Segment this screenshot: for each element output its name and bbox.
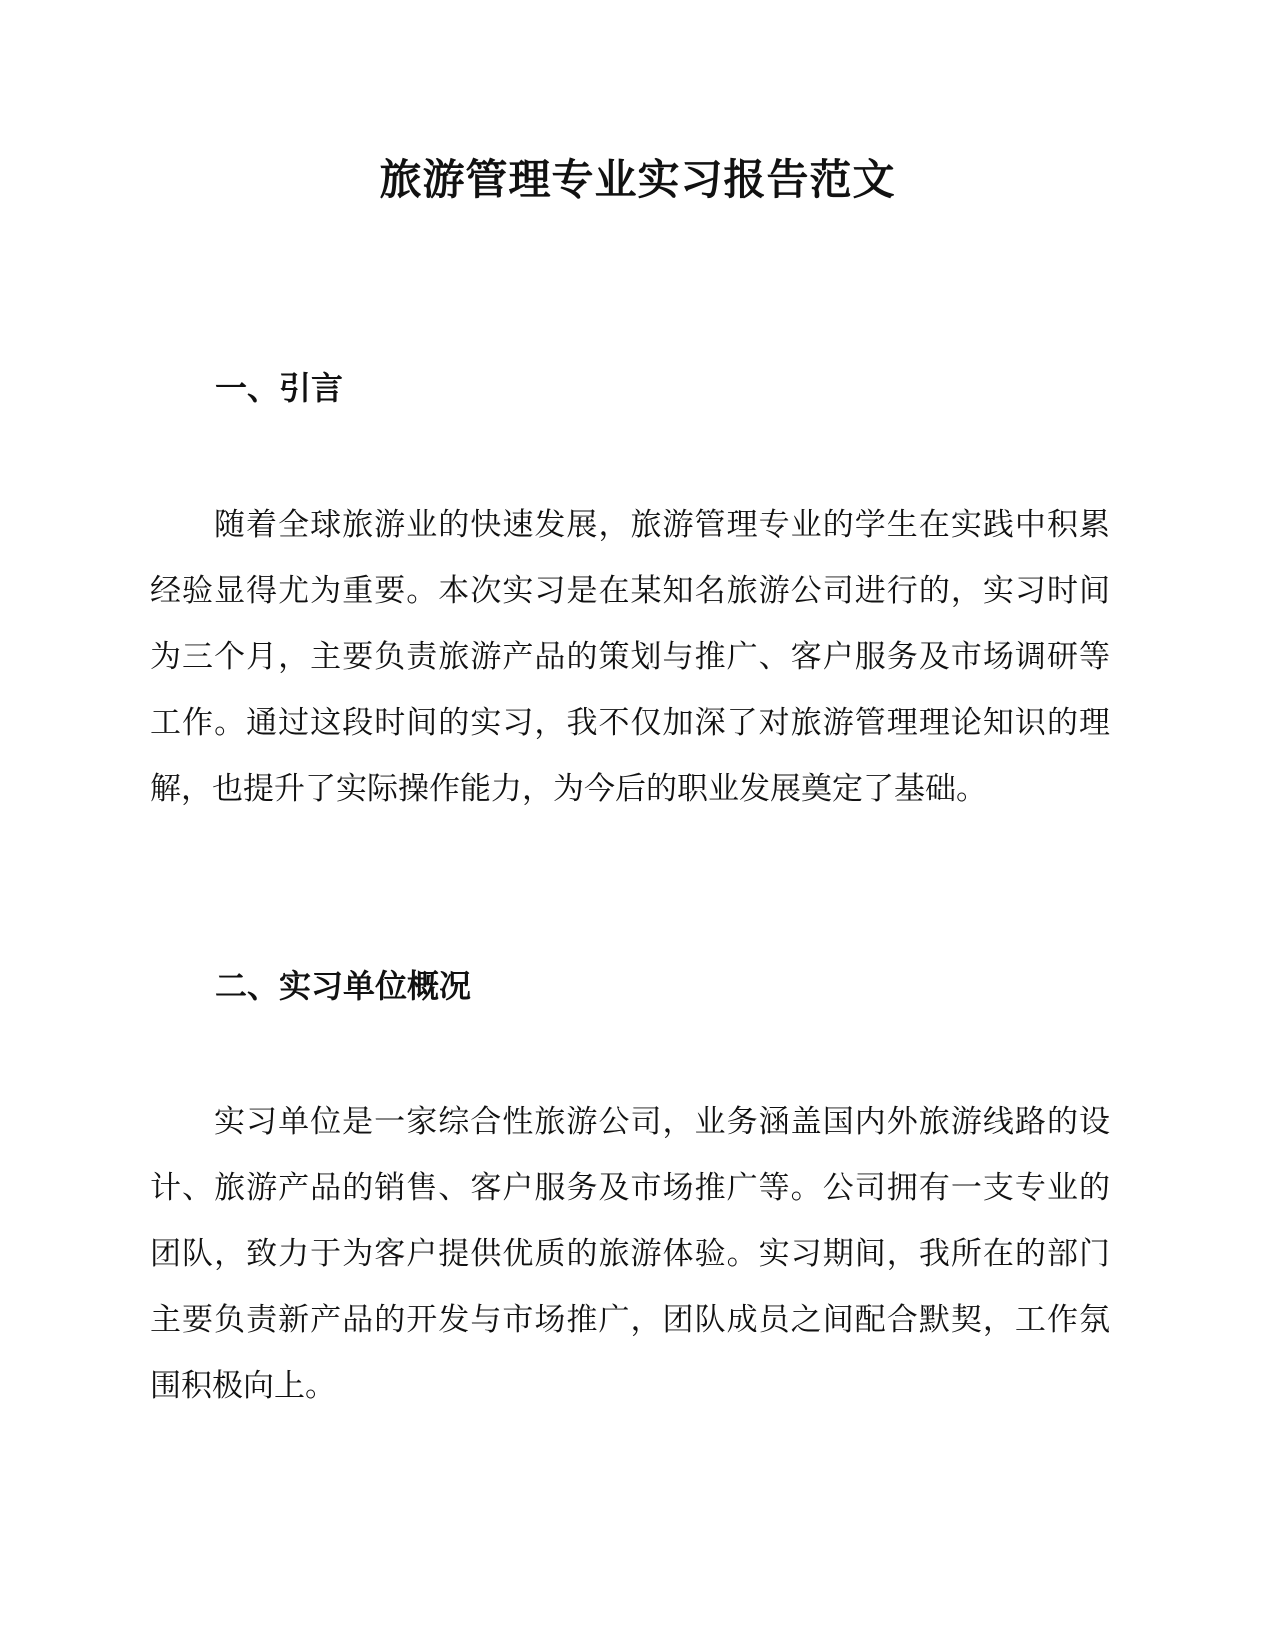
section-paragraph-company-overview: 实习单位是一家综合性旅游公司，业务涵盖国内外旅游线路的设计、旅游产品的销售、客户服务及市场推广等。公司拥有一支专业的团队，致力于为客户提供优质的旅游体验。实习期间，我所在的部门主要负责新产品的开发与市场推广，团队成员之间配合默契，工作氛围积极向上。 [150,1104,1110,1404]
document-title: 旅游管理专业实习报告范文 [379,155,896,204]
section-heading-company-overview: 二、实习单位概况 [215,967,472,1005]
section-paragraph-introduction: 随着全球旅游业的快速发展，旅游管理专业的学生在实践中积累经验显得尤为重要。本次实习是在某知名旅游公司进行的，实习时间为三个月，主要负责旅游产品的策划与推广、客户服务及市场调研等工作。通过这段时间的实习，我不仅加深了对旅游管理理论知识的理解，也提升了实际操作能力，为今后的职业发展奠定了基础。 [150,507,1110,807]
section-heading-introduction: 一、引言 [215,369,344,407]
